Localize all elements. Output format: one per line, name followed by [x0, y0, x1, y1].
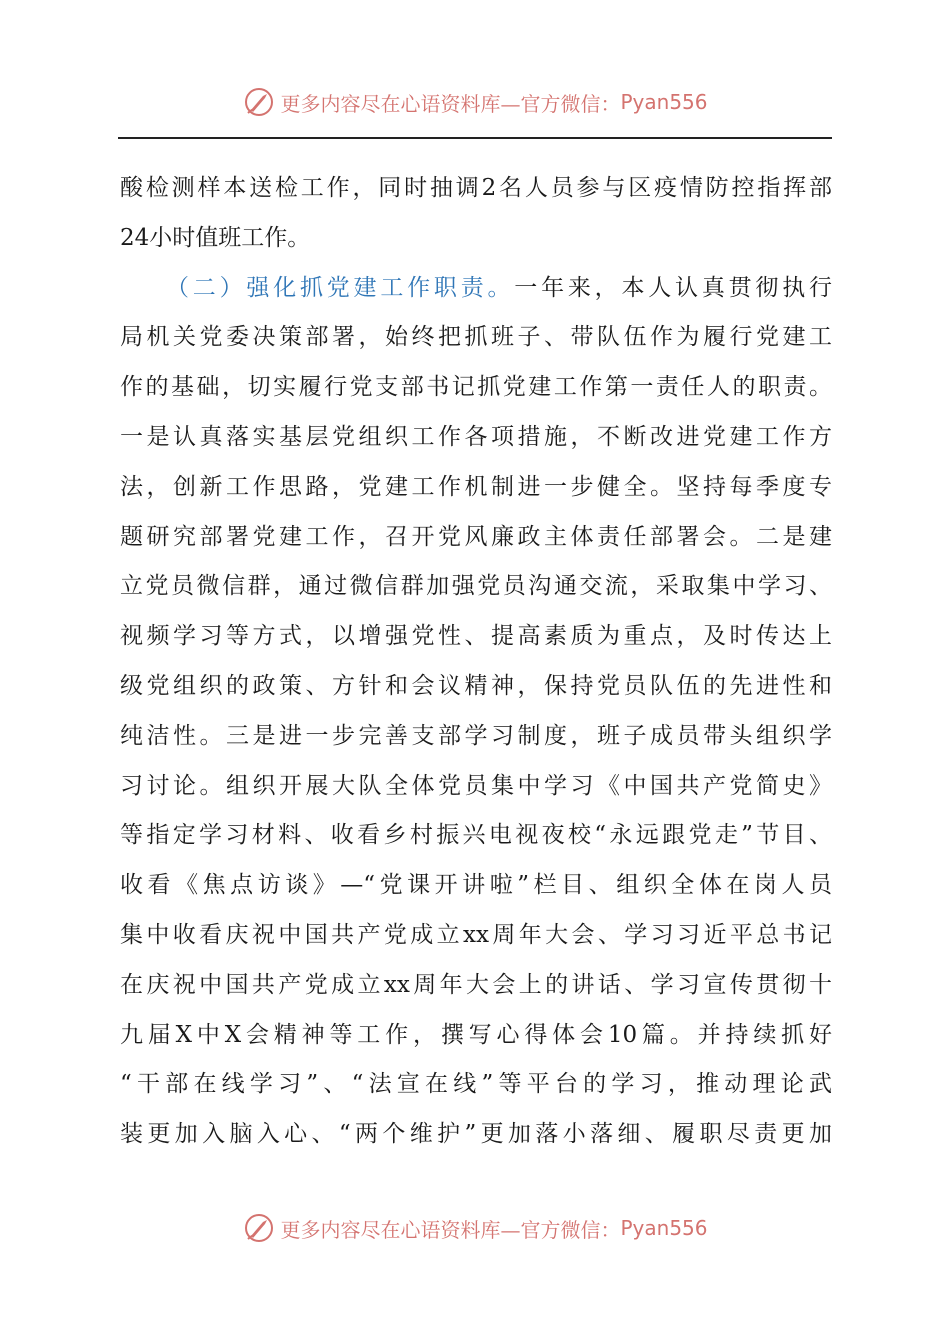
body-line: 九届X中X会精神等工作，撰写心得体会10篇。并持续抓好 [120, 1021, 832, 1048]
body-line: 在庆祝中国共产党成立xx周年大会上的讲话、学习宣传贯彻十 [120, 971, 832, 998]
section-heading-continuation: 一年来，本人认真贯彻执行 [514, 274, 832, 301]
document-body [120, 164, 832, 1160]
watermark-text: 更多内容尽在心语资料库—官方微信： [280, 91, 621, 116]
watermark-handle: Pyan556 [620, 90, 708, 114]
body-line: 等指定学习材料、收看乡村振兴电视夜校“永远跟党走”节目、 [120, 822, 832, 849]
watermark-text: 更多内容尽在心语资料库—官方微信： [280, 1217, 621, 1242]
footer-watermark [0, 1208, 950, 1248]
section-heading-line [120, 264, 832, 314]
body-line: 一是认真落实基层党组织工作各项措施，不断改进党建工作方 [120, 423, 832, 450]
body-line: 立党员微信群，通过微信群加强党员沟通交流，采取集中学习、 [120, 573, 832, 600]
body-line: 集中收看庆祝中国共产党成立xx周年大会、学习习近平总书记 [120, 921, 832, 948]
body-line: 习讨论。组织开展大队全体党员集中学习《中国共产党简史》 [120, 772, 832, 799]
pen-nib-logo-icon [242, 1211, 276, 1245]
pen-nib-logo-icon [242, 85, 276, 119]
body-line: 24小时值班工作。 [120, 224, 311, 251]
body-line: 视频学习等方式，以增强党性、提高素质为重点，及时传达上 [120, 623, 832, 650]
body-line: 酸检测样本送检工作，同时抽调2名人员参与区疫情防控指挥部 [120, 175, 832, 201]
header-watermark [0, 82, 950, 122]
body-line: 局机关党委决策部署，始终把抓班子、带队伍作为履行党建工 [120, 324, 832, 351]
body-line: 作的基础，切实履行党支部书记抓党建工作第一责任人的职责。 [120, 374, 832, 401]
header-divider [118, 137, 832, 139]
body-line: 装更加入脑入心、“两个维护”更加落小落细、履职尽责更加 [120, 1121, 832, 1148]
watermark-handle: Pyan556 [620, 1216, 708, 1240]
body-line: 级党组织的政策、方针和会议精神，保持党员队伍的先进性和 [120, 672, 832, 699]
body-line: 题研究部署党建工作，召开党风廉政主体责任部署会。二是建 [120, 523, 832, 550]
body-line: “干部在线学习”、“法宣在线”等平台的学习，推动理论武 [120, 1071, 832, 1098]
section-heading: （二）强化抓党建工作职责。 [166, 274, 515, 301]
body-line: 纯洁性。三是进一步完善支部学习制度，班子成员带头组织学 [120, 722, 832, 749]
body-line: 收看《焦点访谈》—“党课开讲啦”栏目、组织全体在岗人员 [120, 872, 832, 899]
body-line: 法，创新工作思路，党建工作机制进一步健全。坚持每季度专 [120, 473, 832, 500]
